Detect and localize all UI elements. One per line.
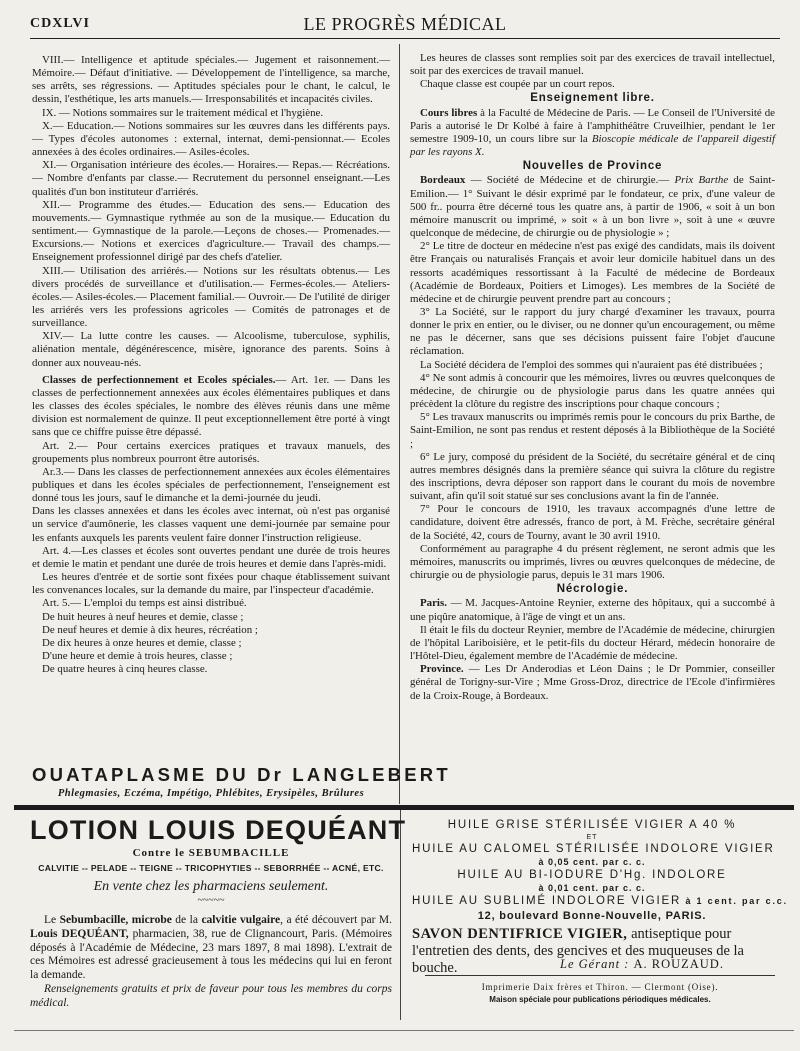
gerant-name: A. ROUZAUD.: [633, 957, 724, 971]
point-2: 2° Le titre de docteur en médecine n'est pas exigé des candidats, mais ils doivent être Français ou naturalisés Français et avoir leur domicile habituel dans un des ressorts académiques ressortissant à la Faculté de médecine de Bordeaux (Académie de Bordeaux, Poitiers et Limoges). Les membres de la Société de médecine et de chirurgie peuvent prendre part au concours ;: [410, 240, 775, 305]
schedule-line-5: De quatre heures à cinq heures classe.: [42, 663, 208, 676]
maison-line: Maison spéciale pour publications périodiques médicales.: [489, 995, 711, 1004]
ad-ouataplasme-title: OUATAPLASME DU Dr LANGLEBERT: [32, 764, 451, 785]
ad-vigier-savon-bold: SAVON DENTIFRICE VIGIER,: [412, 926, 628, 942]
article-5: Art. 5.— L'emploi du temps est ainsi distribué.: [42, 597, 247, 610]
ad-lotion-paragraph: [30, 914, 392, 983]
point-4: 4° Ne sont admis à concourir que les mémoires, livres ou œuvres quelconques de médecine, de chirurgie ou de physiologie parus dans les quatre années qui précèdent la clôture du registre des inscriptions pour chaque concours ;: [410, 371, 775, 411]
point-3-continued: La Société décidera de l'emploi des sommes qui n'auraient pas été distribuées ;: [420, 358, 763, 371]
ad-lotion-text-1: , a été découvert par M.: [280, 914, 393, 926]
province-lead: Province.: [420, 663, 464, 676]
paragraph-xii: XII.— Programme des études.— Education des sens.— Education des mouvements.— Gymnastique rythmée au son de la musique.— Education du sentiment.— Gymnastique de la parole.—Leçons de choses.— Promenades.— Excursions.— Notions et exercices d'agriculture.— Travail des champs.— Enseignement professionnel dirigé par des chefs d'atelier.: [32, 198, 390, 264]
paragraph-viii: VIII.— Intelligence et aptitude spéciales.— Jugement et raisonnement.— Mémoire.— Défaut d'initiative. — Développement de l'intelligence, sa marche, ses arrêts, ses régressions. — Aptitudes spéciales pour le chant, le calcul, le dessin, l'esthétique, les arts manuels.— Irresponsabilités et incapacités civiles.: [32, 54, 390, 106]
province-paragraph: [410, 663, 775, 702]
gerant-label: Le Gérant :: [560, 957, 634, 971]
gerant-signature: [560, 957, 724, 972]
ads-top-rule: [14, 805, 794, 810]
schedule-line-4: D'une heure et demie à trois heures, classe ;: [42, 650, 233, 663]
ad-vigier-line-2: HUILE AU CALOMEL STÉRILISÉE INDOLORE VIGIER: [412, 843, 775, 855]
ad-lotion-bold-3: Louis DEQUÉANT,: [30, 927, 129, 940]
intro-paragraph-2: Chaque classe est coupée par un court repos.: [420, 78, 615, 91]
paragraph-xi: XI.— Organisation intérieure des écoles.— Horaires.— Repas.— Récréations.— Nombre d'enfants par classe.— Recrutement du personnel enseignant.—Les qualités d'un bon instituteur d'arriérés.: [32, 159, 390, 198]
imprimerie-line: Imprimerie Daix frères et Thiron. — Clermont (Oise).: [481, 982, 719, 992]
article-2: Art. 2.— Pour certains exercices pratiques et travaux manuels, des groupements plus nombreux pourront être autorisés.: [32, 439, 390, 465]
point-7: 7° Pour le concours de 1910, les travaux accompagnés d'une lettre de candidature, doivent être adressés, franco de port, à M. Frèche, secrétaire général de la Société, 42, cours de Tourny, avant le 30 avril 1910.: [410, 503, 775, 542]
bordeaux-italic: Prix Barthe: [674, 174, 729, 187]
section-heading-province: Nouvelles de Province: [522, 160, 663, 173]
classes-heading: Classes de perfectionnement et Ecoles spéciales.: [42, 373, 276, 386]
cours-libres-lead: Cours libres: [420, 106, 478, 119]
ad-lotion-sale: En vente chez les pharmaciens seulement.: [93, 879, 329, 894]
point-6: 6° Le jury, composé du président de la Société, du secrétaire général et de cinq autres membres désignés dans la première séance qui suivra la clôture du registre des inscriptions, devra déposer son rapport dans le courant du mois de novembre suivant, afin qu'il soit statué sur ses conclusions avant la fin de l'année.: [410, 450, 775, 503]
left-column: [32, 54, 390, 676]
ad-lotion: [30, 815, 407, 1011]
journal-title: LE PROGRÈS MÉDICAL: [303, 14, 507, 34]
bottom-rule: [14, 1030, 794, 1031]
point-5: 5° Les travaux manuscrits ou imprimés remis pour le concours du prix Barthe, de Saint-Emilion, ne sont pas rendus et restent déposés à la Bibliothèque de la Société ;: [410, 411, 775, 450]
article-4: Art. 4.—Les classes et écoles sont ouvertes pendant une durée de trois heures et demie le matin et pendant une durée de trois heures et demie dans l'après-midi.: [32, 544, 390, 570]
province-text: — Les Dr Anderodias et Léon Dains ; le Dr Pommier, conseiller général de Torigny-sur-Vire ; Mme Gross-Droz, directrice de l'Ecole d'infirmières de la Croix-Rouge, à Bordeaux.: [410, 663, 775, 702]
cours-libres-italic: Bioscopie médicale de l'appareil digestif par les rayons X.: [410, 132, 775, 159]
schedule-line-1: De huit heures à neuf heures et demie, classe ;: [42, 610, 244, 623]
paragraph-xiv: XIV.— La lutte contre les causes. — Alcoolisme, tuberculose, syphilis, aliénation mentale, dégénérescence, misère, ignorance des parents. Soins à donner aux nouveau-nés.: [32, 330, 390, 369]
ad-vigier: [412, 818, 788, 977]
classes-paragraph: [32, 374, 390, 440]
ad-lotion-bold-1: Sebumbacille, microbe: [59, 914, 172, 926]
section-heading-enseignement: Enseignement libre.: [530, 92, 655, 105]
header-rule: [30, 38, 780, 39]
paragraph-xiii: XIII.— Utilisation des arriérés.— Notions sur les résultats obtenus.— Les divers procédés de surveillance et d'utilisation.— Fermes-écoles.— Ateliers-écoles.— Asiles-écoles.— Placement familial.— Ouvroir.— De l'utilité de diriger les arriérés vers les professions agricoles — Comités de patronages et de surveillance.: [32, 264, 390, 330]
schedule-line-3: De dix heures à onze heures et demie, classe ;: [42, 636, 242, 649]
ad-lotion-footer: Renseignements gratuits et prix de faveur pour tous les membres du corps médical.: [30, 982, 392, 1009]
article-3: Ar.3.— Dans les classes de perfectionnement annexées aux écoles élémentaires publiques et dans les écoles spéciales de perfectionnement, l'enseignement est donné tous les jours, sauf le dimanche et la demi-journée du jeudi.: [32, 465, 390, 505]
ornament-divider: ~~~~~: [197, 895, 225, 906]
cours-libres-paragraph: [410, 107, 775, 160]
article-3-continued: Dans les classes annexées et dans les écoles avec internat, où n'est pas organisé un service d'aumônerie, les classes vaquent une demi-journée par semaine pour les enfants auxquels les parents veulent faire donner l'instruction religieuse.: [32, 505, 390, 544]
paris-lead: Paris.: [420, 597, 447, 610]
ad-lotion-mid: de la: [171, 914, 202, 926]
footer-rule: [425, 975, 775, 976]
intro-paragraph-1: Les heures de classes sont remplies soit par des exercices de travail intellectuel, soit par des exercices de travail manuel.: [410, 52, 775, 78]
bordeaux-lead: Bordeaux: [420, 174, 466, 187]
ad-lotion-body: [30, 914, 392, 1011]
paragraph-x: X.— Education.— Notions sommaires sur les œuvres dans les différents pays.— Types d'écoles autonomes : external, internat, demi-pensionnat.— Ecoles annexées à des écoles ordinaires.— Asiles-écoles.: [32, 119, 390, 159]
schedule-line-2: De neuf heures et demie à dix heures, récréation ;: [42, 623, 258, 636]
ad-vigier-line-4: [412, 894, 788, 909]
ad-vigier-price-1: à 0,05 cent. par c. c.: [538, 857, 646, 867]
ad-lotion-subtitle: Contre le SEBUMBACILLE: [132, 847, 290, 859]
bordeaux-rest: de Saint-Emilion.— 1° Suivant le désir exprimé par le fondateur, ce prix, d'une valeur de 500 fr.. pourra être décerné tous les quatre ans, à partir de 1906, « soit à un bon mémoire manuscrit ou imprimé, » soit « à un bon livre », soit à une « œuvre quelconque de médecine, de chirurgie ou de physiologie » ;: [410, 174, 775, 240]
ad-vigier-address: 12, boulevard Bonne-Nouvelle, PARIS.: [477, 910, 707, 922]
cours-libres-text: à la Faculté de Médecine de Paris. — Le Conseil de l'Université de Paris a autorisé le Dr Kolbé à faire à l'amphithéâtre Cruveilhier, pendant le 1er semestre 1909-10, un cours libre sur la: [410, 106, 775, 145]
ad-lotion-title: LOTION LOUIS DEQUÉANT: [30, 815, 407, 845]
ad-vigier-price-2: à 0,01 cent. par c. c.: [538, 883, 646, 893]
paris-paragraph-2: Il était le fils du docteur Reynier, membre de l'Académie de médecine, chirurgien de l'hôpital Lariboisière, et le petit-fils du docteur Hérard, médecin honoraire de l'Hôtel-Dieu, également membre de l'Académie de médecine.: [410, 623, 775, 663]
paris-paragraph: [410, 597, 775, 623]
ad-vigier-line-4b: à 1 cent. par c.c.: [681, 896, 788, 906]
ad-vigier-et: ET: [586, 834, 598, 841]
ad-lotion-lead: Le: [44, 914, 60, 926]
right-column: [410, 52, 775, 703]
paragraph-ix: IX. — Notions sommaires sur le traitement médical et l'hygiène.: [42, 106, 324, 119]
classes-art1: — Art. 1er. — Dans les classes de perfectionnement annexées aux écoles élémentaires publiques et dans les classes des écoles spéciales, le nombre des élèves réunis dans une même division est normalement de quinze. Il peut exceptionnellement être porté à vingt sans que ce chiffre puisse être dépassé.: [32, 373, 390, 439]
ad-ouataplasme-subtitle: Phlegmasies, Eczéma, Impétigo, Phlébites, Erysipèles, Brûlures: [57, 788, 365, 799]
point-conformement: Conformément au paragraphe 4 du présent règlement, ne seront admis que les mémoires, manuscrits ou imprimés, livres ou œuvres quelconques de médecine, de chirurgie ou de physiologie parus, depuis le 31 mars 1906.: [410, 542, 775, 582]
page-number: CDXLVI: [30, 16, 90, 31]
ad-vigier-line-4a: HUILE AU SUBLIMÉ INDOLORE VIGIER: [412, 895, 682, 907]
ad-vigier-line-1: HUILE GRISE STÉRILISÉE VIGIER A 40 %: [447, 819, 737, 831]
ad-lotion-text-2: pharmacien, 38, rue de Clignancourt, Paris. (Mémoires déposés à l'Académie de Médecine, 23 mars 1897, 8 mai 1898). L'extrait de ces Mémoires est adressé gracieusement à tous les médecins qui lui en feront la demande.: [30, 927, 392, 982]
ad-vigier-line-3: HUILE AU BI-IODURE D'Hg. INDOLORE: [457, 869, 727, 881]
bordeaux-text: — Société de Médecine et de chirurgie.—: [465, 174, 675, 187]
ad-lotion-bold-2: calvitie vulgaire: [201, 914, 281, 926]
paris-text: — M. Jacques-Antoine Reynier, externe des hôpitaux, qui a succombé à une piqûre anatomique, à l'âge de vingt et un ans.: [410, 597, 775, 623]
section-heading-necrologie: Nécrologie.: [556, 583, 629, 596]
article-4-hours: Les heures d'entrée et de sortie sont fixées pour chaque établissement suivant les convenances locales, sur la demande du maire, par l'inspecteur d'académie.: [32, 571, 390, 597]
column-divider: [399, 44, 400, 804]
bordeaux-paragraph: [410, 174, 775, 240]
ad-ouataplasme: [32, 764, 451, 799]
point-3: 3° La Société, sur le rapport du jury chargé d'examiner les travaux, pourra donner le prix en entier, ou le diviser, ou ne donner qu'un encouragement, ou même ne pas le décerner, sans que ses décisions puissent faire l'objet d'aucune réclamation.: [410, 305, 775, 358]
ad-lotion-indications: CALVITIE -- PELADE -- TEIGNE -- TRICOPHYTIES -- SEBORRHÉE -- ACNÉ, ETC.: [38, 863, 384, 873]
ad-vigier-savon-text: antiseptique pour l'entretien des dents, des gencives et des muqueuses de la bouche.: [412, 926, 744, 976]
page-header: [30, 14, 780, 38]
